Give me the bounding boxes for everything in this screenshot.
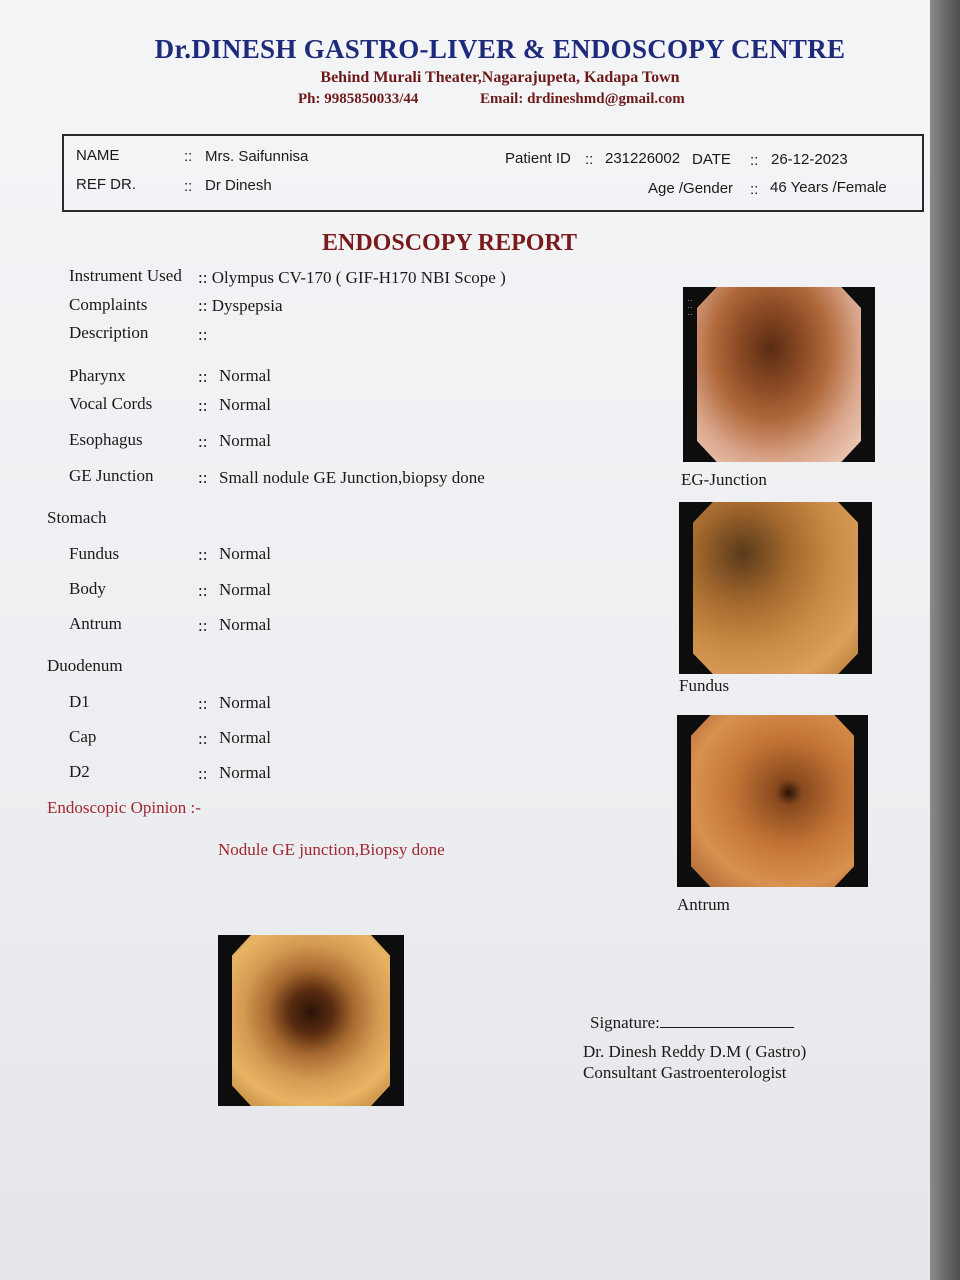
- signature-label-text: Signature:: [590, 1013, 660, 1032]
- vocal-cords-separator: ::: [198, 396, 208, 415]
- eg-junction-scope-view: [697, 287, 861, 462]
- vocal-cords-value: Normal: [219, 395, 271, 414]
- fundus-label: Fundus: [69, 544, 120, 563]
- antrum-separator: ::: [198, 616, 208, 635]
- body-separator: ::: [198, 581, 208, 600]
- esophagus-value: Normal: [219, 431, 271, 450]
- signature-label: [590, 1013, 794, 1033]
- vocal-cords-label: Vocal Cords: [69, 394, 153, 413]
- date-label: DATE: [692, 151, 731, 168]
- pharynx-separator: ::: [198, 367, 208, 386]
- description-value: ::: [198, 325, 208, 344]
- duodenum-heading: Duodenum: [47, 656, 123, 675]
- centre-address: Behind Murali Theater,Nagarajupeta, Kadapa Town: [320, 69, 680, 86]
- esophagus-label: Esophagus: [69, 430, 143, 449]
- table-background: [930, 0, 960, 1280]
- report-date: 26-12-2023: [771, 151, 848, 168]
- d2-label: D2: [69, 762, 90, 781]
- patient-info-box: [62, 134, 924, 212]
- cap-label: Cap: [69, 727, 97, 746]
- pharynx-label: Pharynx: [69, 366, 126, 385]
- eg-junction-image: [683, 287, 875, 462]
- doctor-title: Consultant Gastroenterologist: [583, 1063, 787, 1082]
- eg-junction-caption: EG-Junction: [681, 470, 767, 489]
- opinion-text: Nodule GE junction,Biopsy done: [218, 840, 445, 859]
- cap-separator: ::: [198, 729, 208, 748]
- name-separator: ::: [184, 148, 193, 165]
- antrum-label: Antrum: [69, 614, 122, 633]
- doctor-name: Dr. Dinesh Reddy D.M ( Gastro): [583, 1042, 807, 1061]
- fundus-separator: ::: [198, 545, 208, 564]
- pharynx-value: Normal: [219, 366, 271, 385]
- ref-doctor: Dr Dinesh: [205, 177, 272, 194]
- cap-value: Normal: [219, 728, 271, 747]
- duodenum-image: [218, 935, 404, 1106]
- duodenum-scope-view: [232, 935, 390, 1106]
- patient-id: 231226002: [605, 150, 681, 167]
- d2-separator: ::: [198, 764, 208, 783]
- name-label: NAME: [76, 147, 120, 164]
- patient-name: Mrs. Saifunnisa: [205, 148, 309, 165]
- d1-label: D1: [69, 692, 90, 711]
- ge-junction-label: GE Junction: [69, 466, 154, 485]
- fundus-value: Normal: [219, 544, 271, 563]
- patient-id-label: Patient ID: [505, 150, 571, 167]
- date-separator: ::: [750, 152, 759, 169]
- d1-separator: ::: [198, 694, 208, 713]
- eg-osd-text: .. .. ..: [687, 297, 694, 317]
- centre-email: Email: drdineshmd@gmail.com: [480, 91, 685, 107]
- antrum-scope-view: [691, 715, 854, 887]
- d2-value: Normal: [219, 763, 271, 782]
- instrument-value: :: Olympus CV-170 ( GIF-H170 NBI Scope ): [198, 268, 506, 287]
- age-gender-label: Age /Gender: [648, 180, 734, 197]
- fundus-image: [679, 502, 872, 674]
- d1-value: Normal: [219, 693, 271, 712]
- centre-name: Dr.DINESH GASTRO-LIVER & ENDOSCOPY CENTRE: [154, 34, 846, 64]
- ref-doctor-label: REF DR.: [76, 176, 136, 193]
- report-title: ENDOSCOPY REPORT: [322, 230, 577, 256]
- signature-line: [660, 1013, 794, 1028]
- description-label: Description: [69, 323, 149, 342]
- opinion-label: Endoscopic Opinion :-: [47, 798, 201, 817]
- antrum-value: Normal: [219, 615, 271, 634]
- age-gender: 46 Years /Female: [770, 179, 887, 196]
- stomach-heading: Stomach: [47, 508, 107, 527]
- ref-separator: ::: [184, 178, 193, 195]
- antrum-image: [677, 715, 868, 887]
- body-label: Body: [69, 579, 106, 598]
- instrument-label: Instrument Used: [69, 266, 182, 285]
- complaints-value: :: Dyspepsia: [198, 296, 283, 315]
- fundus-caption: Fundus: [679, 676, 730, 695]
- centre-phone: Ph: 9985850033/44: [298, 91, 419, 107]
- ge-junction-separator: ::: [198, 468, 208, 487]
- ge-junction-value: Small nodule GE Junction,biopsy done: [219, 468, 485, 487]
- fundus-scope-view: [693, 502, 858, 674]
- age-gender-separator: ::: [750, 181, 759, 198]
- body-value: Normal: [219, 580, 271, 599]
- complaints-label: Complaints: [69, 295, 148, 314]
- esophagus-separator: ::: [198, 432, 208, 451]
- patient-id-separator: ::: [585, 151, 594, 168]
- antrum-caption: Antrum: [677, 895, 730, 914]
